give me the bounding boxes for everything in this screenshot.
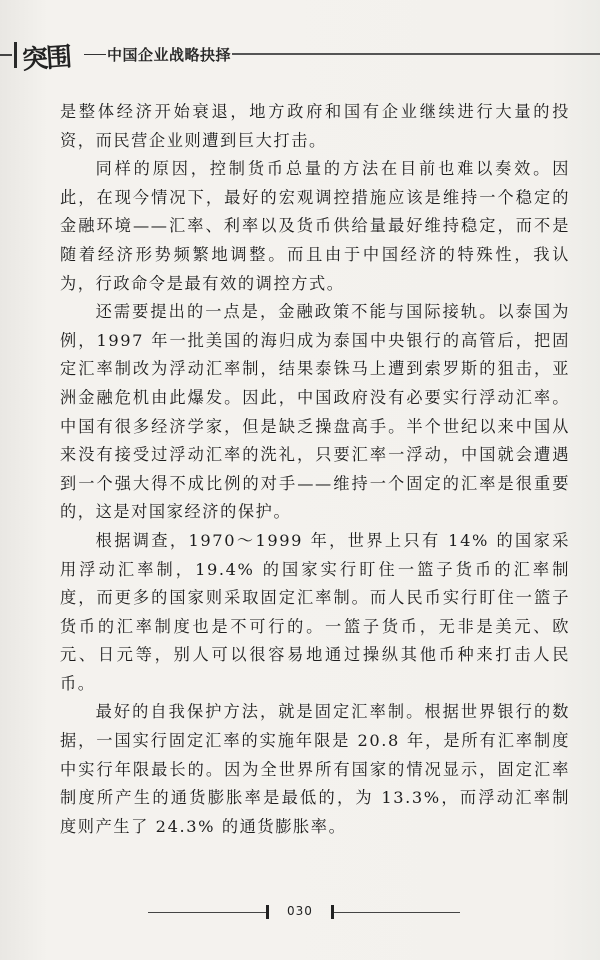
header-dash xyxy=(84,54,106,55)
header-rule-left xyxy=(0,54,12,56)
body-text xyxy=(60,98,570,841)
page-number: 030 xyxy=(287,904,313,918)
header-rule-right xyxy=(232,53,600,55)
footer-bar-left xyxy=(266,905,269,919)
header-title: 中国企业战略抉择 xyxy=(107,46,232,64)
paragraph: 最好的自我保护方法，就是固定汇率制。根据世界银行的数据，一国实行固定汇率的实施年限是 20.8 年，是所有汇率制度中实行年限最长的。因为全世界所有国家的情况显示，固定汇率制度所产生的通货膨胀率是最低的，为 13.3%，而浮动汇率制度则产生了 24.3% 的通货膨胀率。 xyxy=(60,702,570,836)
paragraph: 是整体经济开始衰退，地方政府和国有企业继续进行大量的投资，而民营企业则遭到巨大打击。 xyxy=(60,102,570,150)
paragraph: 还需要提出的一点是，金融政策不能与国际接轨。以泰国为例，1997 年一批美国的海归成为泰国中央银行的高管后，把固定汇率制改为浮动汇率制，结果泰铢马上遭到索罗斯的狙击，亚洲金融危机由此爆发。因此，中国政府没有必要实行浮动汇率。中国有很多经济学家，但是缺乏操盘高手。半个世纪以来中国从来没有接受过浮动汇率的洗礼，只要汇率一浮动，中国就会遭遇到一个强大得不成比例的对手——维持一个固定的汇率是很重要的，这是对国家经济的保护。 xyxy=(60,302,570,522)
footer-rule-right xyxy=(334,912,460,913)
footer-rule-left xyxy=(148,912,266,913)
paragraph: 根据调查，1970～1999 年，世界上只有 14% 的国家采用浮动汇率制，19.4% 的国家实行盯住一篮子货币的汇率制度，而更多的国家则采取固定汇率制。而人民币实行盯住一篮子货币的汇率制度也是不可行的。一篮子货币，无非是美元、欧元、日元等，别人可以很容易地通过操纵其他币种来打击人民币。 xyxy=(60,530,570,693)
paragraph: 同样的原因，控制货币总量的方法在目前也难以奏效。因此，在现今情况下，最好的宏观调控措施应该是维持一个稳定的金融环境——汇率、利率以及货币供给量最好维持稳定，而不是随着经济形势频繁地调整。而且由于中国经济的特殊性，我认为，行政命令是最有效的调控方式。 xyxy=(60,159,570,293)
header-tick-mark xyxy=(14,42,17,68)
header-logo: 突围 xyxy=(21,42,72,76)
